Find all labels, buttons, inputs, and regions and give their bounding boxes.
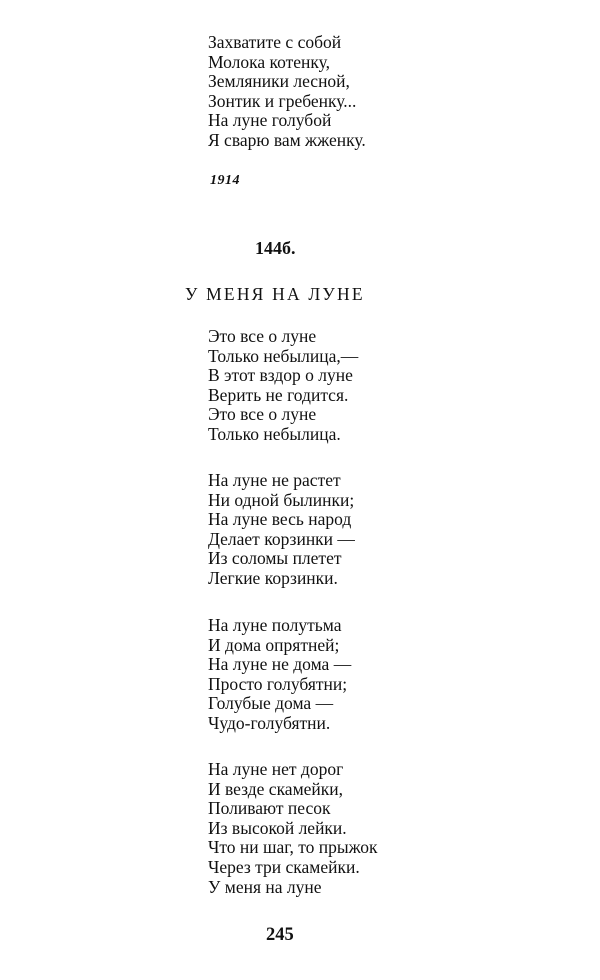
poem-line: Захватите с собой: [208, 32, 342, 52]
poem-line: Легкие корзинки.: [208, 567, 338, 588]
page-number: 245: [266, 925, 294, 945]
poem-line: Просто голубятни;: [208, 673, 348, 694]
poem-line: Поливают песок: [208, 798, 331, 819]
poem-line: У меня на луне: [208, 876, 322, 897]
poem-date: 1914: [210, 173, 240, 188]
poem-line: И везде скамейки,: [208, 778, 344, 799]
poem-line: Зонтик и гребенку...: [208, 90, 357, 111]
poem-number: 144б.: [255, 238, 296, 258]
poem-line: На луне не дома —: [208, 654, 352, 675]
poem-line: Через три скамейки.: [208, 856, 360, 877]
poem-line: Это все о луне: [208, 404, 317, 425]
poem-line: Делает корзинки —: [208, 528, 355, 549]
stanza-4: [208, 760, 378, 897]
poem-line: На луне нет дорог: [208, 759, 344, 779]
poem-line: Чудо-голубятни.: [208, 712, 331, 733]
stanza-2: [208, 471, 355, 589]
previous-poem-stanza: [208, 33, 366, 151]
poem-line: Я сварю вам жженку.: [208, 129, 366, 150]
poem-line: Это все о луне: [208, 326, 317, 346]
poem-line: Голубые дома —: [208, 693, 334, 714]
poem-line: Что ни шаг, то прыжок: [208, 837, 378, 858]
poem-title: У МЕНЯ НА ЛУНЕ: [185, 284, 365, 304]
poem-line: На луне весь народ: [208, 509, 352, 530]
poem-line: В этот вздор о луне: [208, 365, 353, 386]
poem-line: Только небылица.: [208, 423, 341, 444]
stanza-3: [208, 616, 351, 734]
poem-line: На луне полутьма: [208, 615, 342, 635]
poem-line: Молока котенку,: [208, 51, 331, 72]
stanza-1: [208, 327, 358, 445]
poem-line: Верить не годится.: [208, 384, 349, 405]
poem-line: Из высокой лейки.: [208, 817, 347, 838]
poem-line: На луне голубой: [208, 110, 332, 131]
poem-line: На луне не растет: [208, 470, 341, 490]
poem-line: Земляники лесной,: [208, 71, 350, 92]
poem-line: Из соломы плетет: [208, 548, 342, 569]
poem-line: И дома опрятней;: [208, 634, 340, 655]
poem-line: Только небылица,—: [208, 345, 359, 366]
poem-line: Ни одной былинки;: [208, 489, 355, 510]
